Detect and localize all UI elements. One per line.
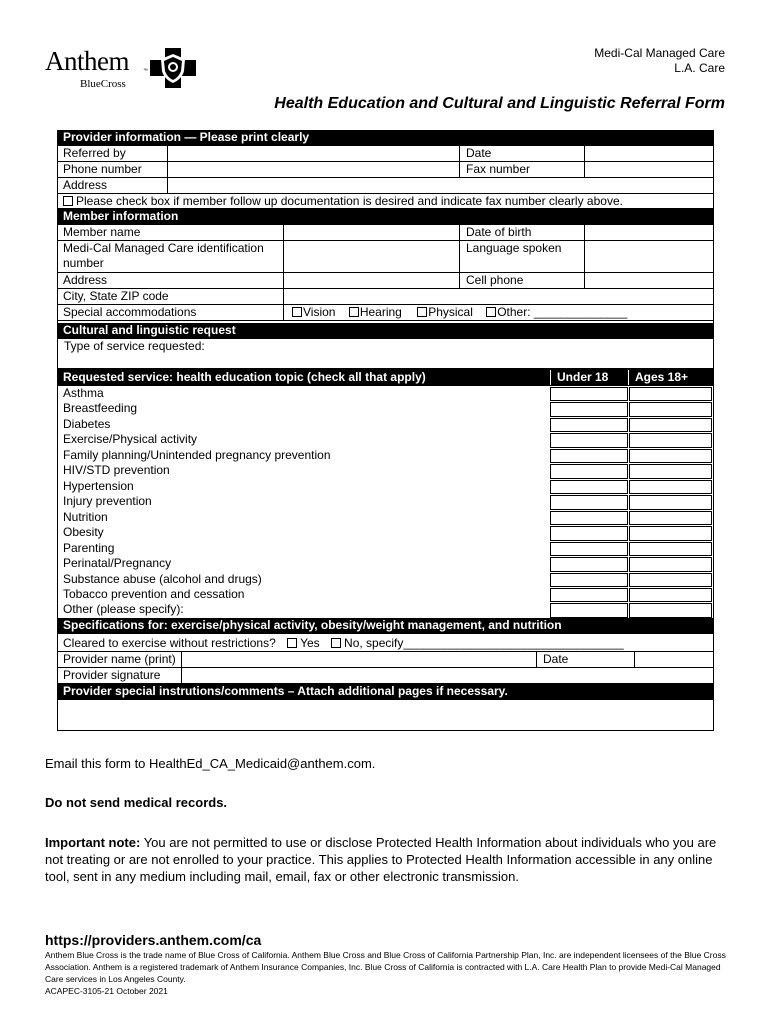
medi-cal-id-label-line-1: Medi-Cal Managed Care identification <box>63 241 264 255</box>
provider-name-label: Provider name (print) <box>63 652 176 666</box>
topic-label: Asthma <box>63 386 104 400</box>
physical-label: Physical <box>428 305 473 319</box>
spec-date-label: Date <box>536 652 634 667</box>
phone-label: Phone number <box>63 162 142 176</box>
form-title: Health Education and Cultural and Linguistic Referral Form <box>274 95 725 112</box>
provider-heading: Provider information — Please print clearly <box>63 130 310 144</box>
topic-label: Perinatal/Pregnancy <box>63 556 172 571</box>
topic-label: Obesity <box>63 525 104 540</box>
date-label: Date <box>459 146 584 161</box>
yes-label: Yes <box>300 636 320 650</box>
trademark-mark: ™ <box>143 68 148 74</box>
topic-label: Tobacco prevention and cessation <box>63 586 245 601</box>
topic-label: Family planning/Unintended pregnancy prevention <box>63 447 331 462</box>
medi-cal-id-label-line-2: number <box>63 256 104 270</box>
topic-label: HIV/STD prevention <box>63 463 170 478</box>
no-label: No, specify_________________________________ <box>344 636 624 650</box>
referred-by-label: Referred by <box>63 146 126 160</box>
plan-line-2: L.A. Care <box>674 61 725 75</box>
logo-wordmark: Anthem <box>45 46 129 76</box>
footer-legal: Anthem Blue Cross is the trade name of Blue Cross of California. Anthem Blue Cross and Blue Cross of California Partnership Plan, Inc. are independent licensees of the Blue Cross Association. Anthem is a registered trademark of Anthem Insurance Companies, Inc. Blue Cross of California is contracted with L.A. Care Health Plan to provide Medi-Cal Managed Care services in Los Angeles County. <box>45 950 726 984</box>
blue-cross-shield-icon <box>150 48 196 88</box>
specs-heading: Specifications for: exercise/physical activity, obesity/weight management, and nutrition <box>63 618 562 632</box>
important-note-text: You are not permitted to use or disclose Protected Health Information about individuals who you are not treating or are not enrolled to your practice. This applies to Protected Health Information accessible in any online tool, sent in any medium including mail, email, fax or other electronic transmission. <box>45 835 717 884</box>
cultural-heading: Cultural and linguistic request <box>63 323 236 337</box>
followup-text: Please check box if member follow up documentation is desired and indicate fax number clearly above. <box>76 194 623 208</box>
topic-label: Parenting <box>63 540 115 555</box>
topic-label: Substance abuse (alcohol and drugs) <box>63 571 262 586</box>
vision-label: Vision <box>303 305 336 319</box>
hearing-label: Hearing <box>359 305 402 319</box>
comments-heading: Provider special instrutions/comments – Attach additional pages if necessary. <box>63 684 508 698</box>
important-note <box>45 834 735 885</box>
referral-form-table <box>57 130 714 730</box>
topic-label: Breastfeeding <box>63 401 138 416</box>
under-18-header: Under 18 <box>550 370 628 385</box>
lower-frame <box>57 370 714 731</box>
topic-label: Other (please specify): <box>63 602 184 617</box>
topic-label: Exercise/Physical activity <box>63 432 198 447</box>
topic-label: Hypertension <box>63 478 134 493</box>
footer-url[interactable]: https://providers.anthem.com/ca <box>45 932 262 948</box>
fax-label: Fax number <box>459 162 584 177</box>
logo-subtitle: BlueCross <box>80 78 126 90</box>
other-label: Other: ______________ <box>497 305 628 319</box>
upper-frame <box>57 130 714 370</box>
city-label: City, State ZIP code <box>63 289 169 303</box>
topics-heading: Requested service: health education topic (check all that apply) <box>63 370 426 384</box>
provider-address-label: Address <box>63 178 108 192</box>
topic-label: Nutrition <box>63 509 108 524</box>
ages-18-header: Ages 18+ <box>628 370 714 385</box>
cell-phone-label: Cell phone <box>459 273 584 288</box>
topic-label: Diabetes <box>63 416 111 431</box>
topic-label: Injury prevention <box>63 494 152 509</box>
no-records-notice: Do not send medical records. <box>45 795 228 810</box>
member-heading: Member information <box>63 209 179 223</box>
language-label: Language spoken <box>459 241 584 272</box>
member-name-label: Member name <box>63 225 141 239</box>
important-note-label: Important note: <box>45 835 141 850</box>
footer-code: ACAPEC-3105-21 October 2021 <box>45 986 168 996</box>
signature-label: Provider signature <box>63 668 161 682</box>
service-type-label: Type of service requested: <box>64 339 205 353</box>
cleared-label: Cleared to exercise without restrictions? <box>63 636 276 650</box>
email-instruction: Email this form to HealthEd_CA_Medicaid@anthem.com. <box>45 756 376 771</box>
dob-label: Date of birth <box>459 225 584 240</box>
plan-line-1: Medi-Cal Managed Care <box>594 46 725 60</box>
special-accommodations-label: Special accommodations <box>63 305 197 319</box>
plan-info <box>594 46 725 76</box>
member-address-label: Address <box>63 273 108 287</box>
